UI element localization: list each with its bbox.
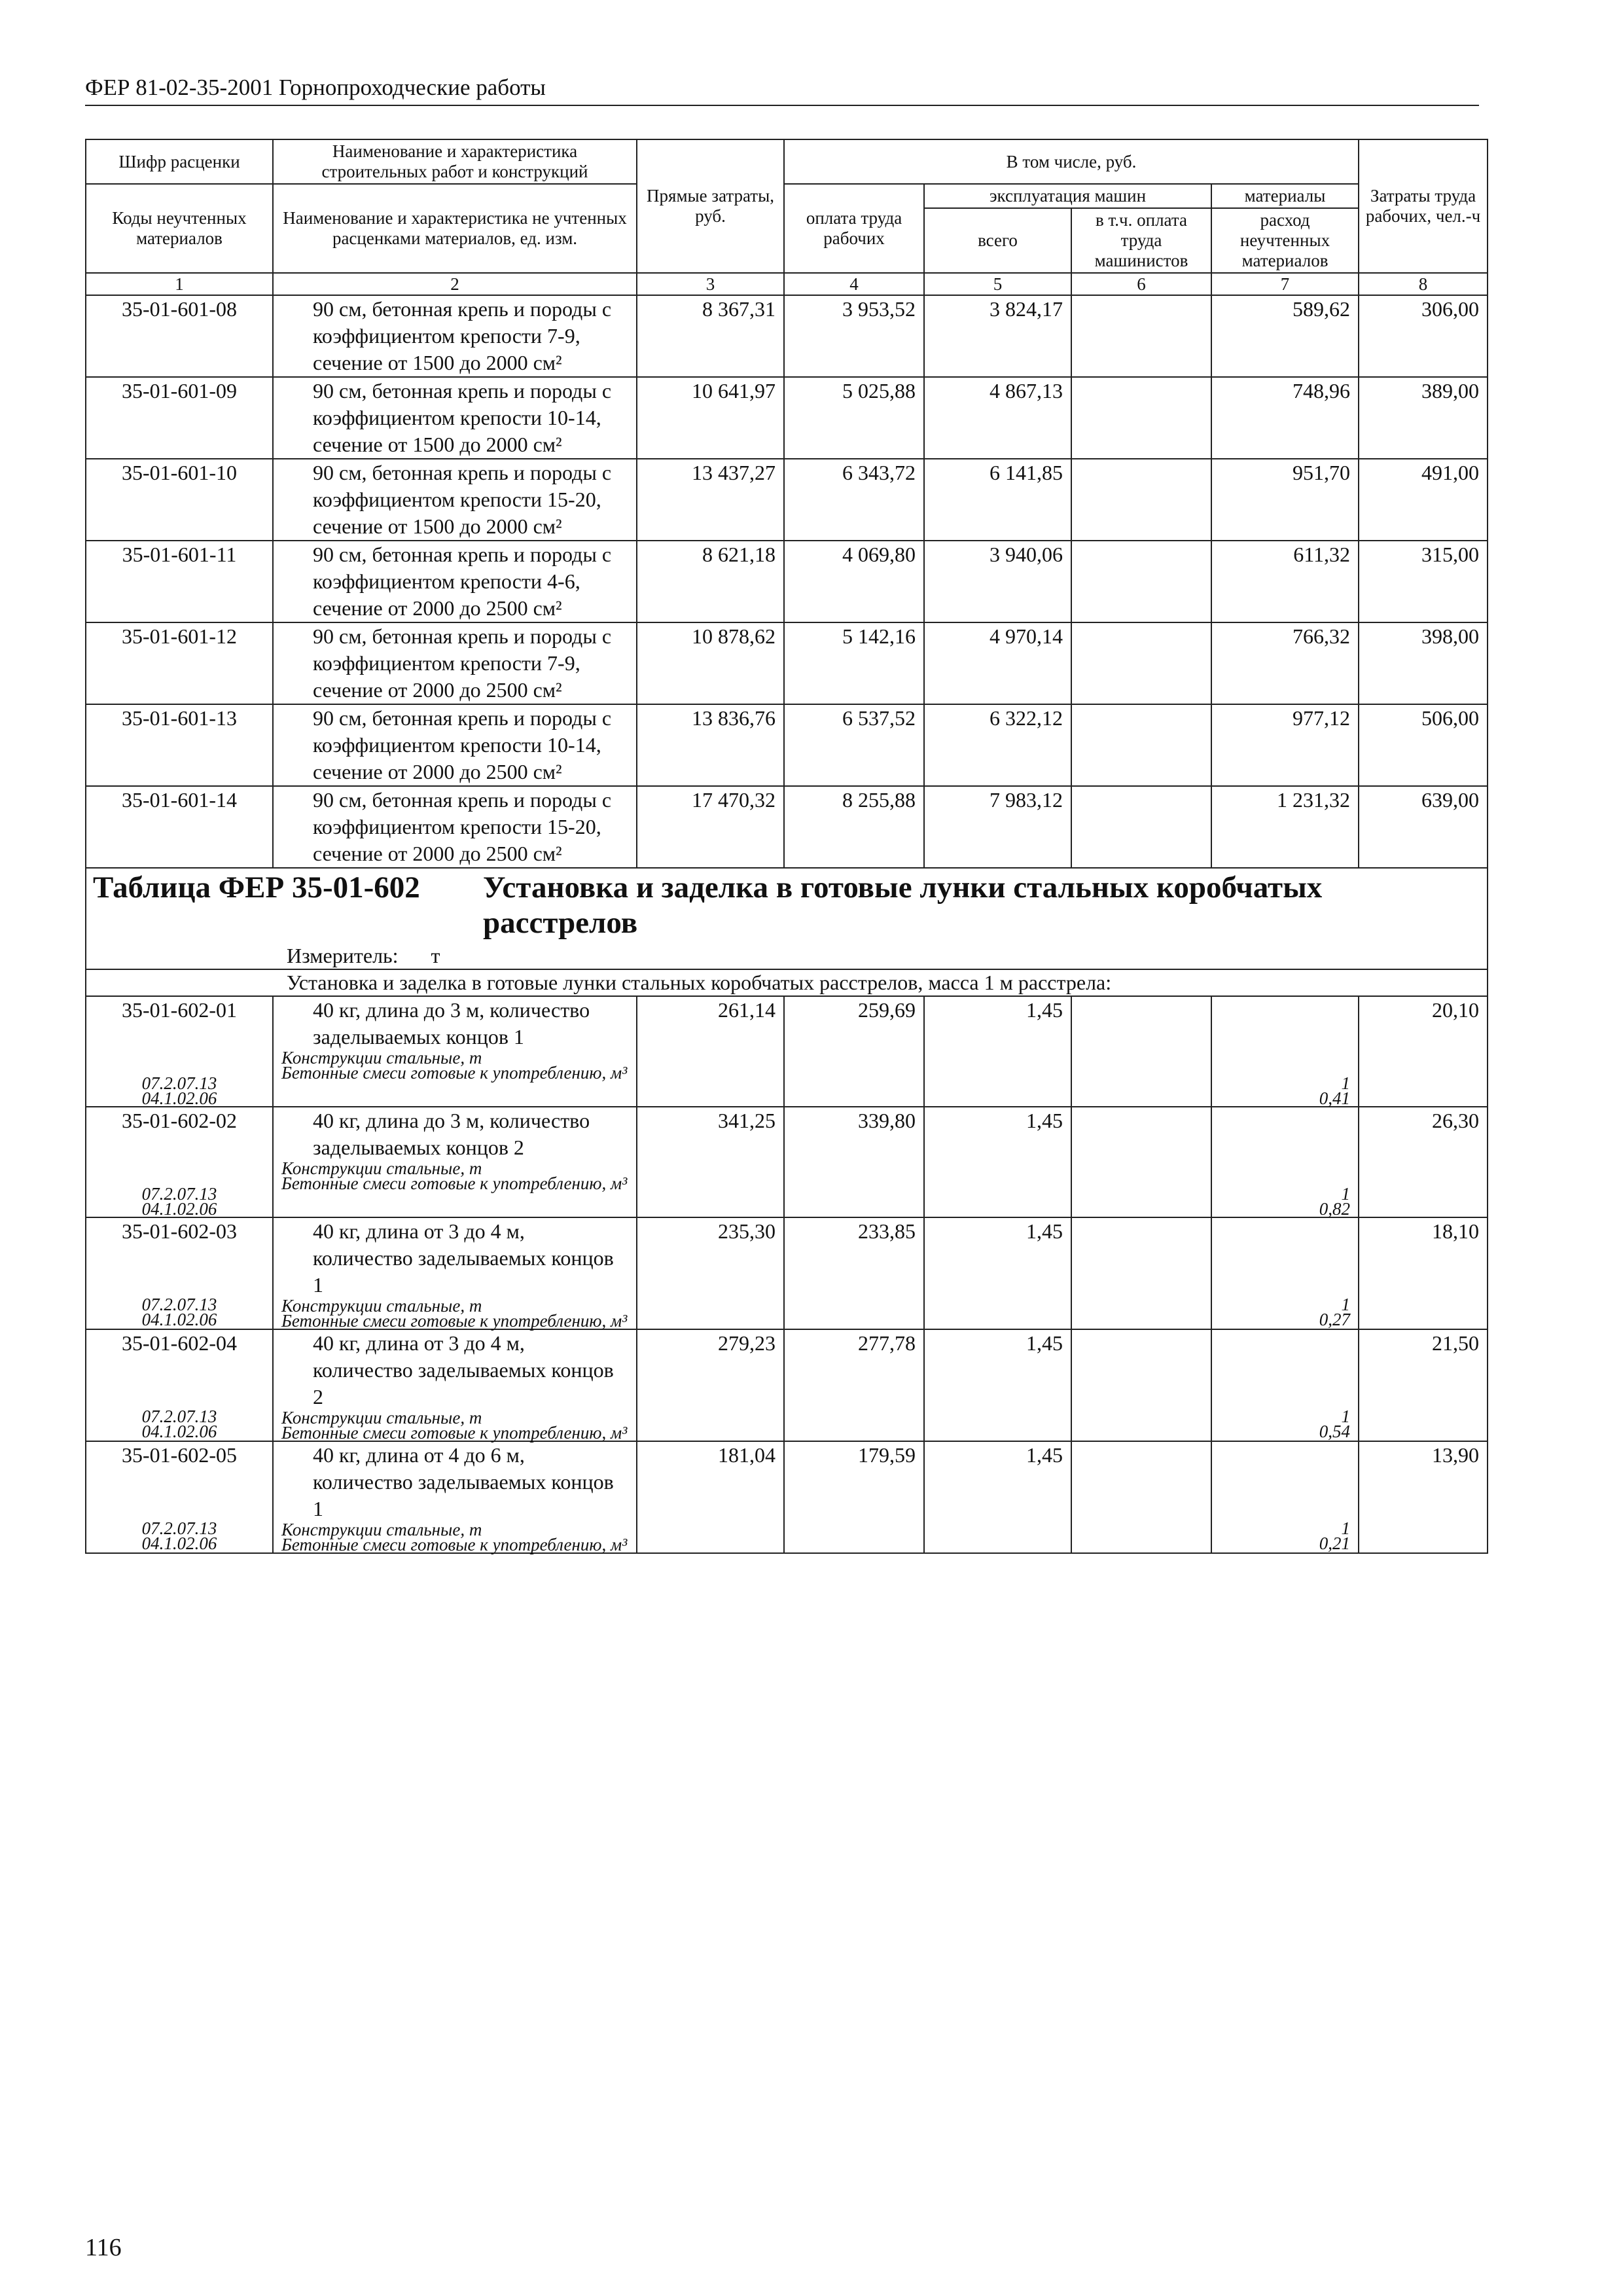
table-row [86, 996, 1488, 1107]
rate-name: 40 кг, длина от 3 до 4 м, количество заделываемых концов 2 [313, 1331, 614, 1408]
table-row [86, 377, 1488, 459]
machines-cost: 1,45 [924, 996, 1071, 1107]
rate-name: 90 см, бетонная крепь и породы с коэффициентом крепости 15-20, сечение от 2000 до 2500 см² [273, 786, 637, 868]
direct-cost: 13 836,76 [637, 704, 784, 786]
table-title-text: Установка и заделка в готовые лунки стальных коробчатых расстрелов [483, 870, 1323, 940]
material-code: 07.2.07.13 [141, 1407, 217, 1426]
column-number: 4 [784, 273, 924, 295]
column-number: 5 [924, 273, 1071, 295]
labor-hours: 639,00 [1359, 786, 1488, 868]
material-code: 07.2.07.13 [141, 1184, 217, 1204]
labor-cost: 5 142,16 [784, 622, 924, 704]
labor-hours: 491,00 [1359, 459, 1488, 541]
machines-cost: 4 970,14 [924, 622, 1071, 704]
material-name: Конструкции стальные, т [281, 1408, 482, 1427]
rate-code: 35-01-602-05 [122, 1443, 237, 1467]
rate-code: 35-01-601-10 [86, 459, 273, 541]
labor-cost: 5 025,88 [784, 377, 924, 459]
rate-name: 40 кг, длина от 4 до 6 м, количество заделываемых концов 1 [313, 1443, 614, 1520]
material-usage: 0,41 [1319, 1088, 1351, 1108]
material-name: Конструкции стальные, т [281, 1158, 482, 1178]
labor-hours: 26,30 [1359, 1107, 1488, 1217]
material-name: Конструкции стальные, т [281, 1296, 482, 1316]
rate-name: 90 см, бетонная крепь и породы с коэффициентом крепости 15-20, сечение от 1500 до 2000 см² [273, 459, 637, 541]
material-name: Конструкции стальные, т [281, 1048, 482, 1067]
material-name: Бетонные смеси готовые к употреблению, м³ [281, 1535, 628, 1554]
page-number: 116 [85, 2234, 122, 2261]
direct-cost: 10 641,97 [637, 377, 784, 459]
rate-code-cell [86, 1107, 273, 1217]
column-number: 3 [637, 273, 784, 295]
material-name: Бетонные смеси готовые к употреблению, м³ [281, 1174, 628, 1193]
operators-cost [1071, 295, 1211, 377]
rate-name: 90 см, бетонная крепь и породы с коэффициентом крепости 4-6, сечение от 2000 до 2500 см² [273, 541, 637, 622]
table-row [86, 704, 1488, 786]
material-name: Конструкции стальные, т [281, 1520, 482, 1539]
material-usage: 1 [1341, 1184, 1351, 1204]
machines-cost: 4 867,13 [924, 377, 1071, 459]
col-material-codes-header: Коды неучтенных материалов [86, 184, 273, 273]
rate-code-cell [86, 1329, 273, 1441]
operators-cost [1071, 786, 1211, 868]
column-number: 6 [1071, 273, 1211, 295]
rates-table [85, 139, 1488, 1554]
material-usage: 0,82 [1319, 1199, 1351, 1219]
subheading-row [86, 969, 1488, 996]
material-code: 07.2.07.13 [141, 1518, 217, 1538]
operators-cost [1071, 541, 1211, 622]
material-code: 04.1.02.06 [141, 1534, 217, 1553]
rate-code: 35-01-601-14 [86, 786, 273, 868]
material-code: 04.1.02.06 [141, 1422, 217, 1441]
labor-hours: 13,90 [1359, 1441, 1488, 1553]
rate-code-cell [86, 996, 273, 1107]
materials-cost: 748,96 [1211, 377, 1359, 459]
machines-cost: 6 322,12 [924, 704, 1071, 786]
material-code: 07.2.07.13 [141, 1295, 217, 1314]
material-usage: 1 [1341, 1295, 1351, 1314]
operators-cost [1071, 459, 1211, 541]
rate-name-cell [273, 996, 637, 1107]
labor-hours: 506,00 [1359, 704, 1488, 786]
material-name: Бетонные смеси готовые к употреблению, м³ [281, 1311, 628, 1331]
material-usage: 0,21 [1319, 1534, 1351, 1553]
direct-cost: 17 470,32 [637, 786, 784, 868]
labor-cost: 179,59 [784, 1441, 924, 1553]
direct-cost: 341,25 [637, 1107, 784, 1217]
rate-code: 35-01-601-12 [86, 622, 273, 704]
column-number: 1 [86, 273, 273, 295]
column-numbers-row [86, 273, 1488, 295]
column-number: 7 [1211, 273, 1359, 295]
rate-code: 35-01-601-09 [86, 377, 273, 459]
machines-cost: 1,45 [924, 1329, 1071, 1441]
materials-cost: 589,62 [1211, 295, 1359, 377]
labor-hours: 18,10 [1359, 1217, 1488, 1329]
materials-usage-cell [1211, 1329, 1359, 1441]
meter-value: т [431, 944, 440, 967]
col-including-header: В том числе, руб. [784, 139, 1359, 184]
table-title-cell [86, 868, 1488, 943]
table-row [86, 1107, 1488, 1217]
materials-usage-cell [1211, 1107, 1359, 1217]
column-number: 2 [273, 273, 637, 295]
operators-cost [1071, 377, 1211, 459]
col-direct-header: Прямые затраты, руб. [637, 139, 784, 273]
header-row-1 [86, 139, 1488, 184]
material-name: Бетонные смеси готовые к употреблению, м³ [281, 1063, 628, 1083]
labor-cost: 233,85 [784, 1217, 924, 1329]
table-subheading: Установка и заделка в готовые лунки стальных коробчатых расстрелов, масса 1 м расстрела: [287, 971, 1112, 994]
column-number: 8 [1359, 273, 1488, 295]
table-row [86, 786, 1488, 868]
table-row [86, 1441, 1488, 1553]
table-row [86, 622, 1488, 704]
rate-code-cell [86, 1441, 273, 1553]
direct-cost: 8 367,31 [637, 295, 784, 377]
rate-name-cell [273, 1329, 637, 1441]
materials-usage-cell [1211, 1441, 1359, 1553]
labor-hours: 20,10 [1359, 996, 1488, 1107]
labor-hours: 398,00 [1359, 622, 1488, 704]
rate-name: 90 см, бетонная крепь и породы с коэффициентом крепости 10-14, сечение от 1500 до 2000 см² [273, 377, 637, 459]
col-material-names-header: Наименование и характеристика не учтенных расценками материалов, ед. изм. [273, 184, 637, 273]
rate-code: 35-01-602-02 [122, 1109, 237, 1132]
operators-cost [1071, 1107, 1211, 1217]
rate-name: 40 кг, длина до 3 м, количество заделываемых концов 1 [313, 998, 590, 1049]
labor-cost: 4 069,80 [784, 541, 924, 622]
labor-cost: 8 255,88 [784, 786, 924, 868]
material-code: 07.2.07.13 [141, 1073, 217, 1093]
labor-cost: 6 343,72 [784, 459, 924, 541]
col-name-header: Наименование и характеристика строительных работ и конструкций [273, 139, 637, 184]
table-row [86, 541, 1488, 622]
direct-cost: 10 878,62 [637, 622, 784, 704]
operators-cost [1071, 1217, 1211, 1329]
operators-cost [1071, 704, 1211, 786]
materials-usage-cell [1211, 1217, 1359, 1329]
machines-cost: 3 940,06 [924, 541, 1071, 622]
direct-cost: 261,14 [637, 996, 784, 1107]
labor-hours: 306,00 [1359, 295, 1488, 377]
machines-cost: 1,45 [924, 1107, 1071, 1217]
machines-cost: 6 141,85 [924, 459, 1071, 541]
table-title [93, 869, 1480, 943]
direct-cost: 8 621,18 [637, 541, 784, 622]
col-labor-header: оплата труда рабочих [784, 184, 924, 273]
rate-name: 40 кг, длина от 3 до 4 м, количество заделываемых концов 1 [313, 1219, 614, 1297]
materials-cost: 611,32 [1211, 541, 1359, 622]
table-row [86, 1217, 1488, 1329]
meter-label: Измеритель: [287, 944, 399, 967]
meter [94, 943, 1479, 969]
rate-name-cell [273, 1107, 637, 1217]
col-operators-header: в т.ч. оплата труда машинистов [1071, 208, 1211, 273]
table-title-row [86, 868, 1488, 943]
col-materials-usage-header: расход неучтенных материалов [1211, 208, 1359, 273]
rate-code: 35-01-601-13 [86, 704, 273, 786]
machines-cost: 7 983,12 [924, 786, 1071, 868]
labor-hours: 315,00 [1359, 541, 1488, 622]
direct-cost: 13 437,27 [637, 459, 784, 541]
subheading-cell [86, 969, 1488, 996]
material-code: 04.1.02.06 [141, 1310, 217, 1329]
rate-code: 35-01-601-11 [86, 541, 273, 622]
rate-name: 90 см, бетонная крепь и породы с коэффициентом крепости 10-14, сечение от 2000 до 2500 см² [273, 704, 637, 786]
operators-cost [1071, 996, 1211, 1107]
rate-code: 35-01-602-03 [122, 1219, 237, 1243]
material-usage: 0,54 [1319, 1422, 1351, 1441]
col-hours-header: Затраты труда рабочих, чел.-ч [1359, 139, 1488, 273]
col-materials-header: материалы [1211, 184, 1359, 208]
operators-cost [1071, 1329, 1211, 1441]
rate-name-cell [273, 1217, 637, 1329]
material-name: Бетонные смеси готовые к употреблению, м³ [281, 1423, 628, 1443]
materials-cost: 1 231,32 [1211, 786, 1359, 868]
material-code: 04.1.02.06 [141, 1199, 217, 1219]
machines-cost: 3 824,17 [924, 295, 1071, 377]
material-usage: 1 [1341, 1407, 1351, 1426]
col-machines-header: эксплуатация машин [924, 184, 1211, 208]
machines-cost: 1,45 [924, 1217, 1071, 1329]
material-code: 04.1.02.06 [141, 1088, 217, 1108]
materials-cost: 951,70 [1211, 459, 1359, 541]
labor-cost: 259,69 [784, 996, 924, 1107]
labor-hours: 389,00 [1359, 377, 1488, 459]
direct-cost: 181,04 [637, 1441, 784, 1553]
meter-row [86, 943, 1488, 969]
materials-usage-cell [1211, 996, 1359, 1107]
page-header: ФЕР 81-02-35-2001 Горнопроходческие работы [85, 73, 1479, 106]
table-row [86, 1329, 1488, 1441]
header-row-2 [86, 184, 1488, 208]
labor-hours: 21,50 [1359, 1329, 1488, 1441]
meter-cell [86, 943, 1488, 969]
materials-cost: 766,32 [1211, 622, 1359, 704]
col-code-header: Шифр расценки [86, 139, 273, 184]
rate-code-cell [86, 1217, 273, 1329]
material-usage: 1 [1341, 1518, 1351, 1538]
labor-cost: 277,78 [784, 1329, 924, 1441]
rate-name: 40 кг, длина до 3 м, количество заделываемых концов 2 [313, 1109, 590, 1159]
rate-code: 35-01-601-08 [86, 295, 273, 377]
material-usage: 1 [1341, 1073, 1351, 1093]
table-row [86, 459, 1488, 541]
direct-cost: 235,30 [637, 1217, 784, 1329]
labor-cost: 3 953,52 [784, 295, 924, 377]
labor-cost: 6 537,52 [784, 704, 924, 786]
materials-cost: 977,12 [1211, 704, 1359, 786]
rate-code: 35-01-602-04 [122, 1331, 237, 1355]
operators-cost [1071, 1441, 1211, 1553]
material-usage: 0,27 [1319, 1310, 1351, 1329]
table-row [86, 295, 1488, 377]
col-machines-total-header: всего [924, 208, 1071, 273]
rate-code: 35-01-602-01 [122, 998, 237, 1022]
labor-cost: 339,80 [784, 1107, 924, 1217]
rate-name: 90 см, бетонная крепь и породы с коэффициентом крепости 7-9, сечение от 1500 до 2000 см² [273, 295, 637, 377]
rate-name: 90 см, бетонная крепь и породы с коэффициентом крепости 7-9, сечение от 2000 до 2500 см² [273, 622, 637, 704]
operators-cost [1071, 622, 1211, 704]
direct-cost: 279,23 [637, 1329, 784, 1441]
table-number: Таблица ФЕР 35-01-602 [93, 870, 420, 905]
machines-cost: 1,45 [924, 1441, 1071, 1553]
rate-name-cell [273, 1441, 637, 1553]
